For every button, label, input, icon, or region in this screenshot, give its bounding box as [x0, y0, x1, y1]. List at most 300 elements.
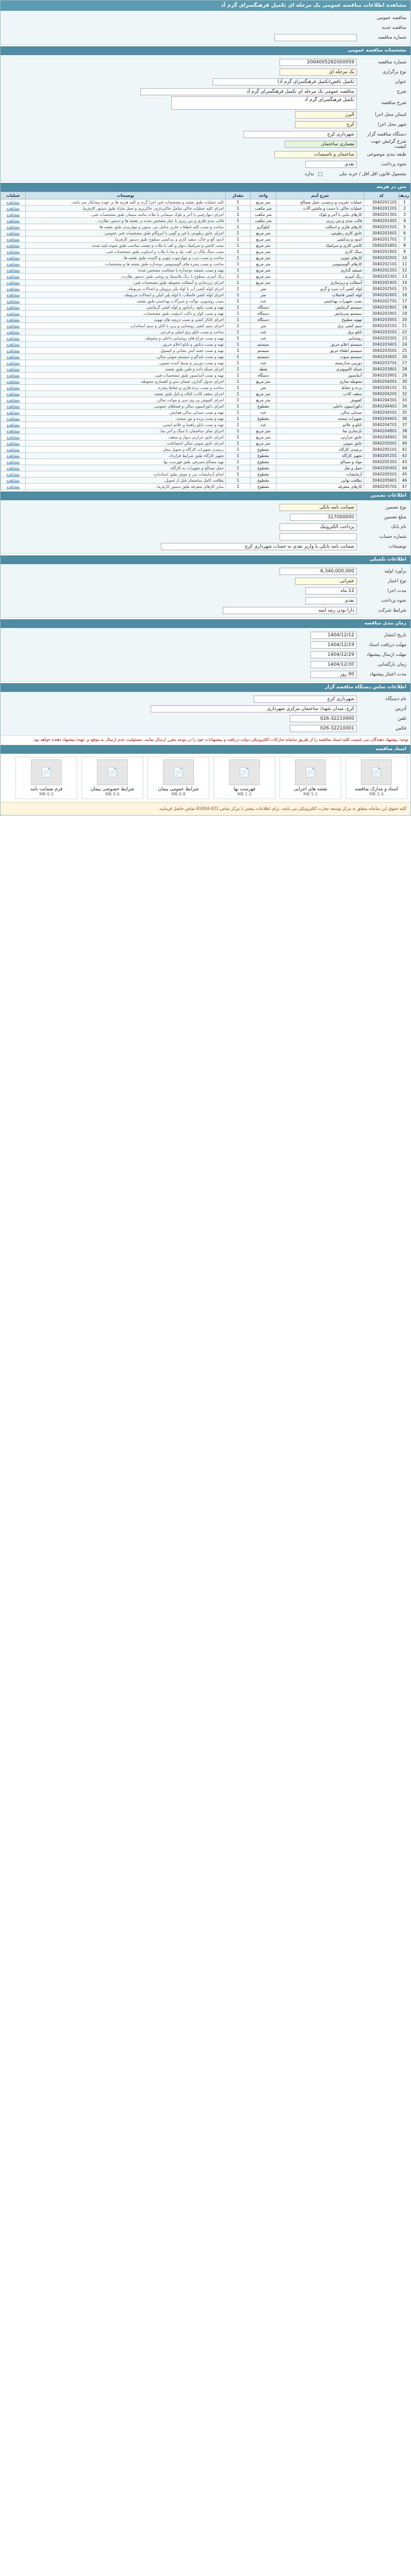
item-action[interactable]: مشاهده	[6, 206, 20, 211]
hold-type-field[interactable]: یک مرحله ای	[280, 69, 357, 76]
file-icon: 📄	[229, 759, 260, 785]
desc-field: مناقصه عمومی یک مرحله ای تکمیل فرهنگسرای گرم آذ	[140, 88, 357, 95]
period-field: 12 ماه	[305, 587, 357, 595]
file-icon: 📄	[97, 759, 128, 785]
item-action[interactable]: مشاهده	[6, 280, 20, 285]
table-row	[1, 434, 410, 440]
table-row	[1, 298, 410, 304]
item-unit-cell	[251, 243, 276, 249]
item-code-cell	[364, 317, 399, 323]
item-code: 3040201201	[372, 206, 397, 211]
item-unit: کیلوگرم	[257, 225, 270, 229]
item-code-cell	[364, 292, 399, 298]
item-unit: مقطوع	[257, 453, 269, 458]
col-code: کد	[364, 192, 399, 199]
item-action[interactable]: مشاهده	[6, 268, 20, 273]
item-action[interactable]: مشاهده	[6, 354, 20, 359]
item-unit-cell	[251, 199, 276, 206]
col-unit: واحد	[251, 192, 276, 199]
doc-card[interactable]	[81, 757, 143, 799]
item-name-cell	[276, 243, 364, 249]
table-row	[1, 286, 410, 292]
item-qty-cell	[226, 342, 251, 348]
item-action[interactable]: مشاهده	[6, 237, 20, 242]
row-number-cell	[399, 366, 410, 372]
item-action[interactable]: مشاهده	[6, 317, 20, 322]
item-code-cell	[364, 372, 399, 379]
goods-field[interactable]: ساختمان و تاسیسات	[274, 151, 357, 158]
item-name: حمل و نقل	[343, 466, 362, 470]
row-number-cell	[399, 385, 410, 391]
table-row	[1, 292, 410, 298]
item-name: لوله کشی فاضلاب	[332, 293, 362, 297]
item-name: کارهای بنایی با آجر و بلوک	[319, 212, 362, 217]
item-unit: عدد	[260, 299, 267, 303]
item-desc-cell	[26, 255, 226, 261]
item-qty-cell	[226, 484, 251, 490]
item-desc: تهیه و نصب صندلی سالن همایش.	[169, 410, 224, 415]
item-action[interactable]: مشاهده	[6, 200, 20, 205]
item-desc-cell	[26, 403, 226, 410]
table-row	[1, 440, 410, 447]
item-desc-cell	[26, 329, 226, 335]
budget-field[interactable]: عمرانی	[295, 578, 357, 585]
item-name: اندود و بندکشی	[337, 237, 362, 242]
item-desc: اندود گچ و خاک، سفید کاری و بندکشی سطوح طبق دستور کارفرما.	[114, 237, 224, 242]
deposit-bank-field: پرداخت الکترونیک	[280, 523, 357, 531]
scope-field: تکمیل فرهنگسرای گرم آذ	[171, 96, 357, 110]
item-name-cell	[276, 236, 364, 243]
item-action[interactable]: مشاهده	[6, 262, 20, 266]
item-name-cell	[276, 385, 364, 391]
item-qty-cell	[226, 428, 251, 434]
row-number-cell	[399, 391, 410, 397]
item-action[interactable]: مشاهده	[6, 299, 20, 303]
item-qty-cell	[226, 447, 251, 453]
item-qty-cell	[226, 292, 251, 298]
item-qty: 1	[237, 422, 239, 427]
item-action[interactable]: مشاهده	[6, 305, 20, 310]
item-unit: سیستم	[257, 348, 269, 353]
item-qty: 1	[237, 249, 239, 254]
item-desc: ساخت و نصب تابلو برق اصلی و فرعی.	[159, 330, 224, 334]
owner-fax-label: فکس	[396, 725, 406, 731]
item-qty: 1	[237, 416, 239, 421]
item-action[interactable]: مشاهده	[6, 460, 20, 464]
item-action[interactable]: مشاهده	[6, 361, 20, 365]
item-action-cell	[1, 304, 26, 311]
item-action[interactable]: مشاهده	[6, 398, 20, 402]
item-action[interactable]: مشاهده	[6, 367, 20, 371]
item-action[interactable]: مشاهده	[6, 324, 20, 328]
budget-label: نوع اعتبار	[388, 578, 406, 584]
title-label: عنوان	[395, 79, 406, 84]
item-unit-cell	[251, 335, 276, 342]
item-qty-cell	[226, 199, 251, 206]
item-unit-cell	[251, 261, 276, 267]
doc-date-label: مهلت دریافت اسناد	[369, 642, 406, 648]
item-desc-cell	[26, 410, 226, 416]
item-unit-cell	[251, 459, 276, 465]
item-desc: اجرای سقف کاذب کناف و تایل طبق نقشه.	[153, 392, 224, 396]
item-desc: اجرای زیرسازی و آسفالت محوطه طبق مشخصات فنی.	[133, 280, 224, 285]
row-number: 43	[402, 460, 407, 464]
table-row	[1, 360, 410, 366]
row-number-cell	[399, 335, 410, 342]
item-qty: 1	[237, 231, 239, 235]
item-qty-cell	[226, 440, 251, 447]
item-action[interactable]: مشاهده	[6, 274, 20, 279]
item-desc: کلیه عملیات طبق نقشه و مشخصات فنی اجرا گردد و کلیه هزینه ها بر عهده پیمانکار می باشد.	[71, 200, 224, 205]
item-action-cell	[1, 212, 26, 218]
table-row	[1, 391, 410, 397]
valid-field: 90 روز	[310, 671, 357, 678]
item-action-cell	[1, 372, 26, 379]
item-code: 3040201901	[372, 249, 397, 254]
rating-label: شرح گرایش جهت کیفیت	[371, 139, 406, 149]
city-label: شهر محل اجرا	[377, 122, 406, 127]
item-code-cell	[364, 403, 399, 410]
table-row	[1, 459, 410, 465]
item-qty-cell	[226, 478, 251, 484]
item-name-cell	[276, 249, 364, 255]
deposit-type-label: نوع تضمین	[385, 504, 406, 510]
row-number: 39	[402, 435, 407, 439]
owner-phone-field: 026-32210000	[290, 715, 357, 722]
item-name-cell	[276, 280, 364, 286]
item-code: 3040202801	[372, 305, 397, 310]
section-dates: زمان بندی مناقصه	[1, 619, 410, 628]
item-name-cell	[276, 478, 364, 484]
item-action[interactable]: مشاهده	[6, 330, 20, 334]
item-desc: تهیه و نصب دوربین و ضبط کننده تصویر.	[158, 361, 224, 365]
doc-name: فرم ضمانت نامه	[30, 787, 63, 792]
item-action[interactable]: مشاهده	[6, 348, 20, 353]
item-code-cell	[364, 379, 399, 385]
docs-grid	[1, 754, 410, 802]
desc-label: شرح	[397, 89, 406, 94]
item-desc: اجرای نمای ساختمان با سنگ و آجر نما.	[159, 429, 224, 433]
item-name: شبکه کامپیوتری	[336, 367, 362, 371]
item-unit: عدد	[260, 336, 267, 341]
item-desc: حمل مصالح و تجهیزات به کارگاه.	[169, 466, 224, 470]
item-desc-cell	[26, 391, 226, 397]
table-row	[1, 478, 410, 484]
item-unit-cell	[251, 224, 276, 230]
item-action[interactable]: مشاهده	[6, 256, 20, 260]
item-qty: 1	[237, 410, 239, 415]
item-code-cell	[364, 311, 399, 317]
item-desc: تهیه و نصب جعبه آتش نشانی و کپسول.	[159, 348, 224, 353]
item-action[interactable]: مشاهده	[6, 231, 20, 235]
row-number-cell	[399, 311, 410, 317]
doc-size: 0.6 MB	[105, 792, 120, 796]
item-unit-cell	[251, 230, 276, 236]
item-action-cell	[1, 236, 26, 243]
item-action[interactable]: مشاهده	[6, 249, 20, 254]
deposit-type-field[interactable]: ضمانت نامه بانکی	[280, 504, 357, 511]
doc-card[interactable]	[213, 757, 275, 799]
item-action[interactable]: مشاهده	[6, 385, 20, 390]
item-desc-cell	[26, 416, 226, 422]
tender-number-label: شماره مناقصه	[378, 35, 406, 40]
item-qty: 1	[237, 286, 239, 291]
item-code: 3040202701	[372, 299, 397, 303]
item-action[interactable]: مشاهده	[6, 218, 20, 223]
item-qty-cell	[226, 465, 251, 471]
item-action[interactable]: مشاهده	[6, 286, 20, 291]
row-number: 19	[402, 311, 407, 316]
item-unit: متر	[260, 286, 266, 291]
section-docs: اسناد مناقصه	[1, 745, 410, 754]
item-code: 3040204301	[372, 398, 397, 402]
row-number: 41	[402, 447, 407, 452]
row-number-cell	[399, 292, 410, 298]
item-code-cell	[364, 255, 399, 261]
item-action-cell	[1, 354, 26, 360]
row-number: 20	[402, 317, 407, 322]
item-action[interactable]: مشاهده	[6, 478, 20, 483]
tender-no-label: شماره مناقصه	[378, 59, 406, 65]
row-number-cell	[399, 255, 410, 261]
item-qty: 1	[237, 379, 239, 384]
item-unit: متر مربع	[256, 435, 271, 439]
item-code: 3040203001	[372, 317, 397, 322]
item-unit: مقطوع	[257, 447, 269, 452]
item-action-cell	[1, 459, 26, 465]
item-action[interactable]: مشاهده	[6, 447, 20, 452]
item-action[interactable]: مشاهده	[6, 311, 20, 316]
item-name: کاشی کاری و سرامیک	[325, 243, 362, 248]
item-name-cell	[276, 224, 364, 230]
item-code-cell	[364, 267, 399, 274]
item-desc-cell	[26, 397, 226, 403]
item-qty-cell	[226, 304, 251, 311]
item-name: سیستم سرمایش	[334, 311, 362, 316]
row-number: 30	[402, 379, 407, 384]
item-name: مواد و مصالح	[340, 460, 362, 464]
item-code: 3040203801	[372, 367, 397, 371]
tender-number-input[interactable]	[274, 34, 357, 41]
item-action[interactable]: مشاهده	[6, 342, 20, 347]
item-code-cell	[364, 354, 399, 360]
item-desc-cell	[26, 317, 226, 323]
section-owner: اطلاعات تماس دستگاه مناقصه گزار	[1, 683, 410, 692]
item-name-cell	[276, 372, 364, 379]
item-desc-cell	[26, 422, 226, 428]
item-desc-cell	[26, 478, 226, 484]
item-action[interactable]: مشاهده	[6, 404, 20, 409]
item-code: 3040201301	[372, 212, 397, 217]
item-desc-cell	[26, 286, 226, 292]
items-body	[1, 199, 410, 490]
item-desc: تهیه و نصب بلندگو و سیستم صوتی سالن.	[156, 354, 224, 359]
item-desc: اجرای جدول گذاری، فضای سبز و کفسازی محوطه.	[140, 379, 224, 384]
item-action[interactable]: مشاهده	[6, 484, 20, 489]
table-row	[1, 335, 410, 342]
item-code: 3040202301	[372, 274, 397, 279]
item-code: 3040205101	[372, 447, 397, 452]
item-action-cell	[1, 416, 26, 422]
item-action-cell	[1, 465, 26, 471]
item-code-cell	[364, 298, 399, 304]
item-desc-cell	[26, 335, 226, 342]
item-action[interactable]: مشاهده	[6, 472, 20, 477]
item-name: لوله کشی آب سرد و گرم	[320, 286, 362, 291]
row-number: 46	[402, 478, 407, 483]
item-action[interactable]: مشاهده	[6, 379, 20, 384]
table-row	[1, 224, 410, 230]
item-unit-cell	[251, 348, 276, 354]
item-unit: متر مربع	[256, 268, 271, 273]
item-qty: 1	[237, 225, 239, 229]
item-desc: نصب سنگ پلاک در کف، پله و نما با ملات و اسکوپ طبق مشخصات فنی.	[105, 249, 224, 254]
item-qty: 1	[237, 256, 239, 260]
owner-phone-label: تلفن	[398, 716, 406, 721]
item-code-cell	[364, 428, 399, 434]
item-desc: تهیه و نصب چراغ های روشنایی داخلی و محوطه.	[144, 336, 224, 341]
owner-name-field: شهرداری کرج	[254, 696, 357, 703]
item-code: 3040203901	[372, 373, 397, 378]
row-number-cell	[399, 280, 410, 286]
item-qty-cell	[226, 280, 251, 286]
item-qty: 1	[237, 206, 239, 211]
item-qty-cell	[226, 379, 251, 385]
item-code-cell	[364, 366, 399, 372]
item-code-cell	[364, 453, 399, 459]
rating-field: معماری ساختمان	[285, 141, 357, 148]
item-action[interactable]: مشاهده	[6, 373, 20, 378]
item-qty-cell	[226, 212, 251, 218]
item-code: 3040205001	[372, 441, 397, 446]
item-unit: متر مربع	[256, 231, 271, 235]
row-number: 38	[402, 429, 407, 433]
item-qty: 1	[237, 268, 239, 273]
item-name: کارهای چوبی	[340, 256, 362, 260]
item-code: 3040202101	[372, 262, 397, 266]
item-unit: متر مکعب	[255, 212, 272, 217]
item-qty-cell	[226, 391, 251, 397]
item-code-cell	[364, 243, 399, 249]
item-action-cell	[1, 434, 26, 440]
city-field[interactable]: کرج	[295, 121, 357, 128]
item-code-cell	[364, 212, 399, 218]
item-qty-cell	[226, 243, 251, 249]
item-name: نرده و حفاظ	[341, 385, 362, 390]
row-number: 47	[402, 484, 407, 489]
item-desc: ساخت و نصب کلیه قطعات فلزی شامل تیر، ستون و مهاربندی طبق نقشه ها.	[98, 225, 224, 229]
item-desc-cell	[26, 230, 226, 236]
item-action[interactable]: مشاهده	[6, 225, 20, 229]
item-action[interactable]: مشاهده	[6, 243, 20, 248]
row-number: 33	[402, 398, 407, 402]
row-number-cell	[399, 416, 410, 422]
row-number: 7	[403, 237, 406, 242]
item-name-cell	[276, 403, 364, 410]
item-unit-cell	[251, 385, 276, 391]
check-box[interactable]	[318, 172, 322, 176]
item-unit: نقطه	[259, 367, 268, 371]
item-action[interactable]: مشاهده	[6, 453, 20, 458]
item-qty: 1	[237, 460, 239, 464]
pay-label: نحوه پرداخت	[381, 161, 406, 167]
item-unit-cell	[251, 236, 276, 243]
item-action[interactable]: مشاهده	[6, 441, 20, 446]
item-code-cell	[364, 397, 399, 403]
item-unit-cell	[251, 440, 276, 447]
table-row	[1, 267, 410, 274]
item-code-cell	[364, 206, 399, 212]
item-name: سیستم گرمایش	[335, 305, 362, 310]
row-number-cell	[399, 230, 410, 236]
item-unit-cell	[251, 391, 276, 397]
item-qty: 1	[237, 305, 239, 310]
col-name: شرح آیتم	[276, 192, 364, 199]
row-number: 42	[402, 453, 407, 458]
item-name: قالب بندی و بتن ریزی	[326, 218, 362, 223]
item-action-cell	[1, 243, 26, 249]
item-qty-cell	[226, 267, 251, 274]
item-action[interactable]: مشاهده	[6, 422, 20, 427]
item-action[interactable]: مشاهده	[6, 410, 20, 415]
row-number: 29	[402, 373, 407, 378]
item-action[interactable]: مشاهده	[6, 392, 20, 396]
item-qty-cell	[226, 286, 251, 292]
item-name-cell	[276, 391, 364, 397]
item-action[interactable]: مشاهده	[6, 466, 20, 470]
table-row	[1, 218, 410, 224]
item-action[interactable]: مشاهده	[6, 416, 20, 421]
item-desc-cell	[26, 379, 226, 385]
item-code-cell	[364, 280, 399, 286]
row-number-cell	[399, 453, 410, 459]
item-action[interactable]: مشاهده	[6, 336, 20, 341]
item-code: 3040201401	[372, 218, 397, 223]
doc-card[interactable]	[346, 757, 407, 799]
hold-type-label: نوع برگزاری	[383, 69, 406, 75]
row-number: 36	[402, 416, 407, 421]
item-qty: 1	[237, 342, 239, 347]
item-action-cell	[1, 366, 26, 372]
item-desc-cell	[26, 372, 226, 379]
doc-card[interactable]	[15, 757, 77, 799]
item-name-cell	[276, 218, 364, 224]
item-action[interactable]: مشاهده	[6, 435, 20, 439]
item-name-cell	[276, 206, 364, 212]
item-action-cell	[1, 206, 26, 212]
item-name: نصب تجهیزات بهداشتی	[324, 299, 362, 303]
item-unit: متر مربع	[256, 392, 271, 396]
province-field[interactable]: البرز	[295, 111, 357, 118]
item-action[interactable]: مشاهده	[6, 293, 20, 297]
item-unit-cell	[251, 416, 276, 422]
doc-card[interactable]	[147, 757, 209, 799]
doc-card[interactable]	[280, 757, 341, 799]
item-action[interactable]: مشاهده	[6, 212, 20, 217]
item-desc-cell	[26, 434, 226, 440]
item-qty: 1	[237, 293, 239, 297]
item-action[interactable]: مشاهده	[6, 429, 20, 433]
row-number-cell	[399, 379, 410, 385]
item-code: 3040204601	[372, 416, 397, 421]
item-unit: مقطوع	[257, 460, 269, 464]
item-code: 3040204201	[372, 392, 397, 396]
item-unit: متر مربع	[256, 398, 271, 402]
item-qty: 1	[237, 429, 239, 433]
item-name: آسفالت و زیرسازی	[330, 280, 362, 285]
reqs-pay-field: نقدی	[305, 597, 357, 604]
cond-field: دارا بودن رتبه ابنیه	[223, 607, 357, 614]
